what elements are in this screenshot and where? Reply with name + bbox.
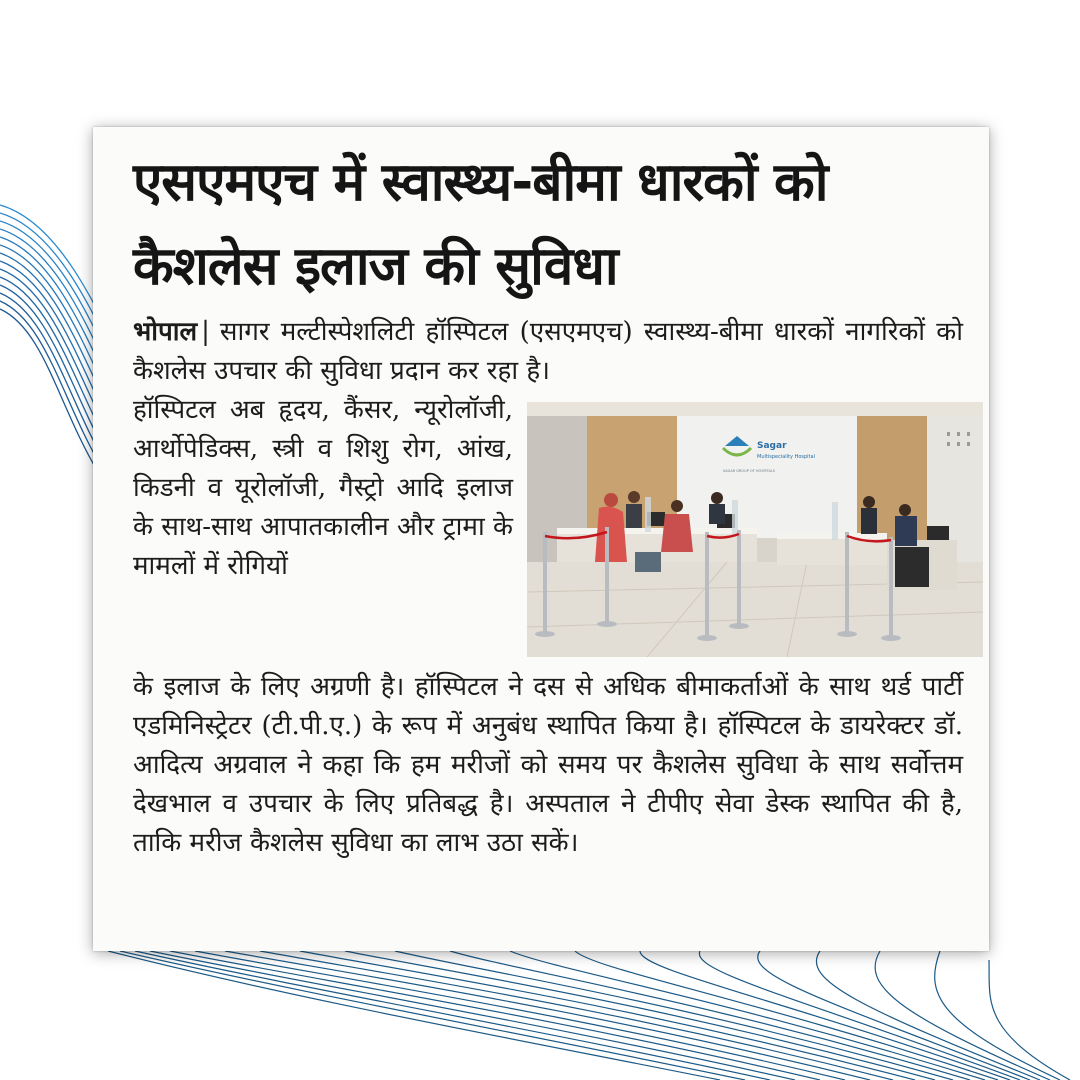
headline — [133, 141, 973, 309]
dateline-separator: | — [201, 317, 210, 347]
body-paragraph: के इलाज के लिए अग्रणी है। हॉस्पिटल ने दस से अधिक बीमाकर्ताओं के साथ थर्ड पार्टी एडमिनिस्ट्रेटर (टी.पी.ए.) के रूप में अनुबंध स्थापित किया है। हॉस्पिटल के डायरेक्टर डॉ. आदित्य अग्रवाल ने कहा कि हम मरीजों को समय पर कैशलेस सुविधा के साथ सर्वोत्तम देखभाल व उपचार के लिए प्रतिबद्ध है। अस्पताल ने टीपीए सेवा डेस्क स्थापित की है, ताकि मरीज कैशलेस सुविधा का लाभ उठा सकें। — [133, 672, 963, 858]
dateline: भोपाल — [133, 317, 198, 347]
sign-small-text: SAGAR GROUP OF HOSPITALS — [723, 469, 776, 473]
newspaper-clipping — [93, 127, 989, 951]
headline-line-1: एसएमएच में स्वास्थ्य-बीमा धारकों को — [133, 152, 828, 213]
sign-subtitle: Multispeciality Hospital — [757, 454, 815, 460]
sign-title: Sagar — [757, 441, 787, 451]
lead-paragraph — [133, 313, 963, 391]
lead-text: सागर मल्टीस्पेशलिटी हॉस्पिटल (एसएमएच) स्वास्थ्य-बीमा धारकों नागरिकों को कैशलेस उपचार की सुविधा प्रदान कर रहा है। — [133, 317, 963, 386]
headline-line-2: कैशलेस इलाज की सुविधा — [133, 236, 618, 297]
column-text: हॉस्पिटल अब हृदय, कैंसर, न्यूरोलॉजी, आर्थोपेडिक्स, स्त्री व शिशु रोग, आंख, किडनी व यूरोलॉजी, गैस्ट्रो आदि इलाज के साथ-साथ आपातकालीन और ट्रामा के मामलों में रोगियों — [133, 395, 513, 581]
hospital-tpa-desk-photo — [527, 402, 983, 657]
